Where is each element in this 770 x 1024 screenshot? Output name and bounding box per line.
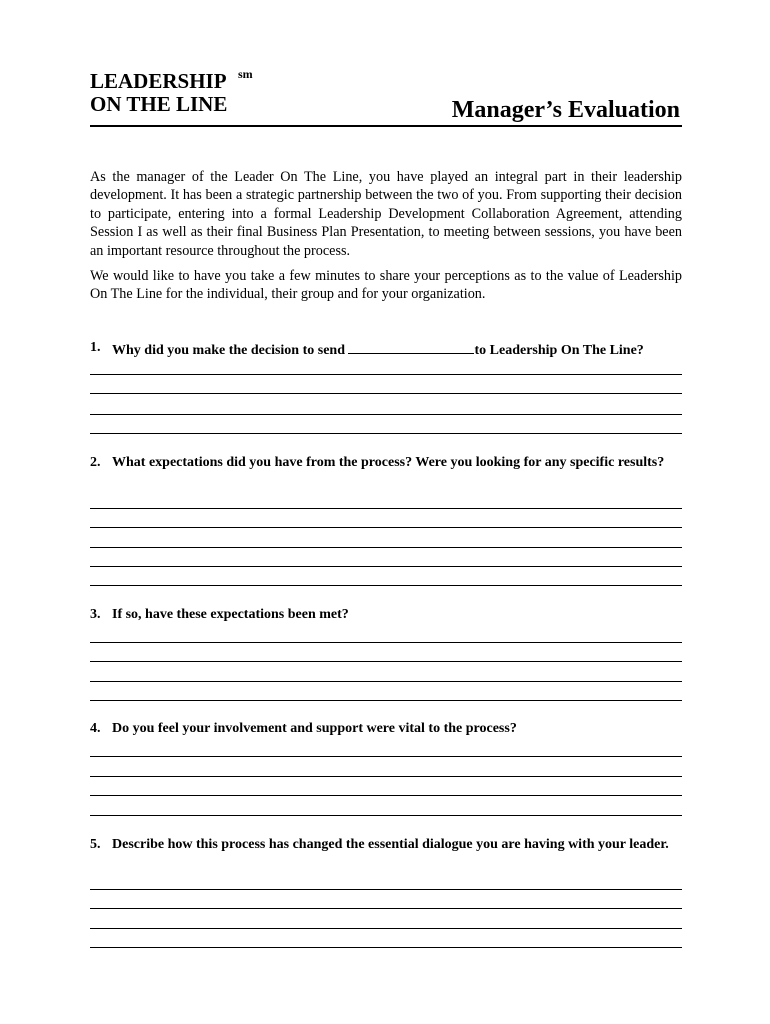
answer-line[interactable] — [90, 661, 682, 662]
service-mark: sm — [238, 67, 253, 81]
brand-line1: LEADERSHIP — [90, 69, 227, 93]
question-text: If so, have these expectations been met? — [112, 607, 349, 622]
brand-line2: ON THE LINE — [90, 92, 228, 116]
question-text: Do you feel your involvement and support were vital to the process? — [112, 721, 517, 736]
answer-line[interactable] — [90, 433, 682, 434]
answer-line[interactable] — [90, 374, 682, 375]
answer-line[interactable] — [90, 815, 682, 816]
answer-line[interactable] — [90, 642, 682, 643]
question-text: What expectations did you have from the process? Were you looking for any specific results? — [112, 455, 665, 470]
answer-line[interactable] — [90, 795, 682, 796]
answer-line[interactable] — [90, 700, 682, 701]
intro-paragraph-1: As the manager of the Leader On The Line, you have played an integral part in their leadership development. It has been a strategic partnership between the two of you. From supporting their decision to participate, entering into a formal Leadership Development Collaboration Agreement, attending Session I as well as their final Business Plan Presentation, to meeting between sessions, you have been an important resource throughout the process. — [90, 169, 682, 259]
question-5 — [90, 836, 682, 854]
answer-line[interactable] — [90, 947, 682, 948]
answer-line[interactable] — [90, 414, 682, 415]
question-1 — [90, 339, 682, 360]
question-4 — [90, 720, 682, 738]
question-number: 1. — [90, 340, 101, 355]
answer-line[interactable] — [90, 527, 682, 528]
answer-line[interactable] — [90, 756, 682, 757]
question-number: 4. — [90, 721, 101, 736]
question-text: Why did you make the decision to send — [112, 343, 345, 358]
answer-line[interactable] — [90, 908, 682, 909]
intro-paragraph-2: We would like to have you take a few minutes to share your perceptions as to the value of Leadership On The Line for the individual, their group and for your organization. — [90, 268, 682, 303]
question-number: 3. — [90, 607, 101, 622]
header — [90, 67, 682, 130]
answer-line[interactable] — [90, 393, 682, 394]
answer-line[interactable] — [90, 566, 682, 567]
answer-line[interactable] — [90, 776, 682, 777]
header-divider — [90, 125, 682, 127]
question-number: 2. — [90, 455, 101, 470]
question-number: 5. — [90, 837, 101, 852]
question-2 — [90, 454, 682, 472]
answer-line[interactable] — [90, 928, 682, 929]
question-3 — [90, 606, 682, 624]
question-text-end: to Leadership On The Line? — [474, 343, 644, 358]
brand-logo — [90, 67, 253, 116]
answer-line[interactable] — [90, 585, 682, 586]
answer-line[interactable] — [90, 889, 682, 890]
answer-line[interactable] — [90, 508, 682, 509]
answer-line[interactable] — [90, 681, 682, 682]
page-title: Manager’s Evaluation — [451, 97, 680, 123]
answer-line[interactable] — [90, 547, 682, 548]
name-blank-field[interactable] — [348, 339, 474, 354]
intro-text — [90, 168, 682, 311]
question-text: Describe how this process has changed the essential dialogue you are having with your leader. — [112, 837, 669, 852]
